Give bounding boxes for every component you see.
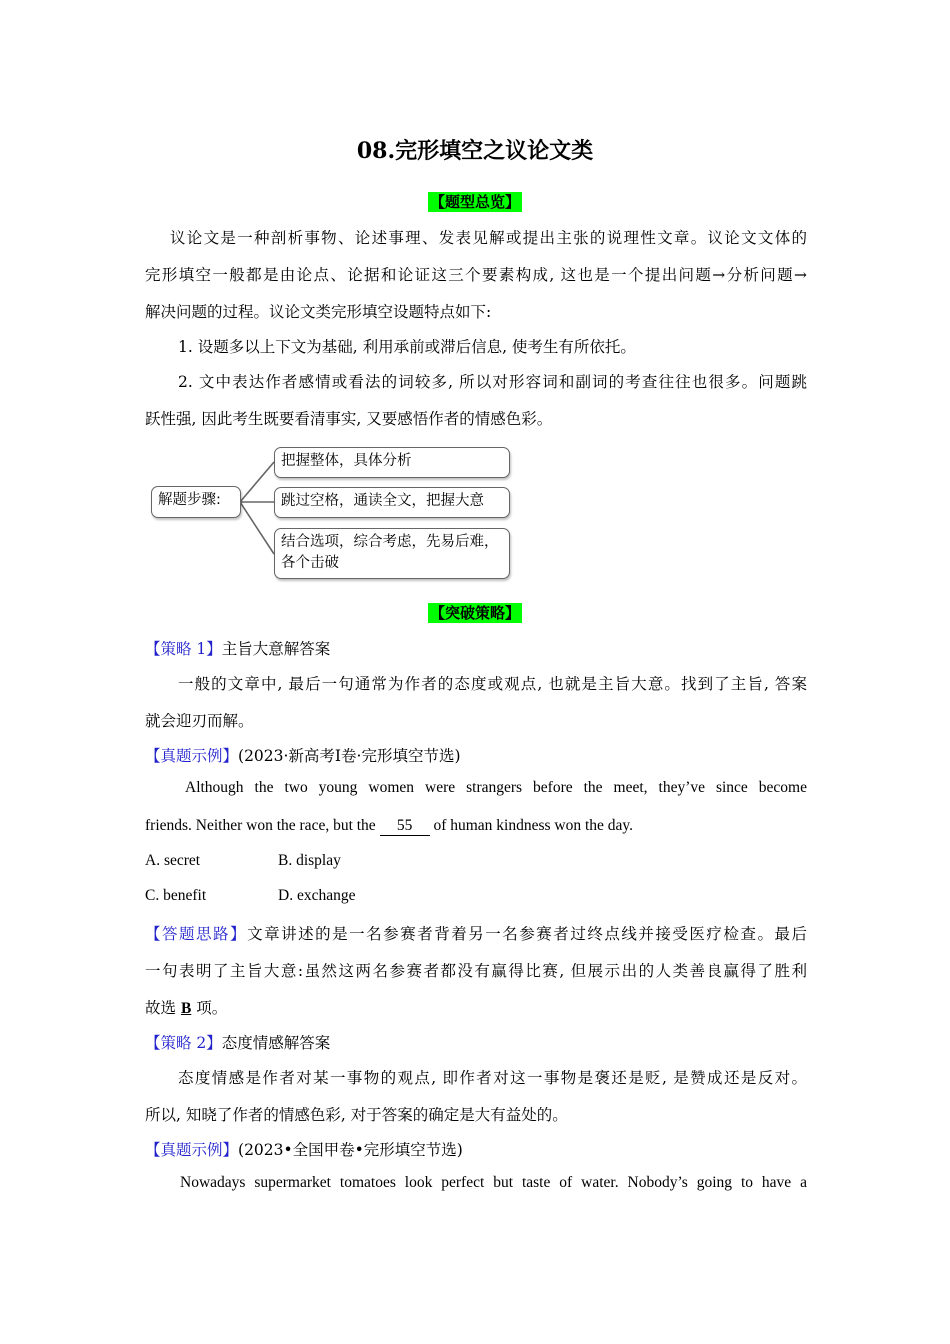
option-c: C. benefit [145, 887, 207, 904]
diagram-step-2: 跳过空格，通读全文，把握大意 [274, 487, 510, 518]
example-2-line-1: Nowadays supermarket tomatoes look perfect but taste of water. Nobody’s going to have a [180, 1174, 807, 1191]
answer-1-line-1: 【答题思路】文章讲述的是一名参赛者背着另一名参赛者过终点线并接受医疗检查。最后 [145, 925, 807, 943]
strategy-1-line-2: 就会迎刃而解。 [145, 712, 254, 730]
option-a: A. secret [145, 852, 201, 869]
intro-line-3: 解决问题的过程。议论文类完形填空设题特点如下: [145, 303, 492, 321]
intro-point-2b: 跃性强, 因此考生既要看清事实, 又要感悟作者的情感色彩。 [145, 410, 553, 428]
blank-55: 55 [380, 817, 430, 836]
strategy-2-line-2: 所以, 知晓了作者的情感色彩, 对于答案的确定是大有益处的。 [145, 1106, 568, 1124]
example-1-line-1: Although the two young women were strangers before the meet, they’ve since become [185, 779, 807, 796]
answer-1-line-2: 一句表明了主旨大意:虽然这两名参赛者都没有赢得比赛, 但展示出的人类善良赢得了胜利 [145, 962, 807, 980]
intro-point-2a: 2. 文中表达作者感情或看法的词较多, 所以对形容词和副词的考查往往也很多。问题跳 [178, 373, 807, 391]
answer-letter: B [180, 1000, 192, 1017]
example-1-line-2: friends. Neither won the race, but the 55 of human kindness won the day. [145, 817, 634, 834]
strategy-1-tag: 【策略 1】 [145, 640, 222, 658]
option-d: D. exchange [278, 887, 356, 904]
example-2-tag: 【真题示例】 [145, 1141, 239, 1159]
strategy-2-heading: 【策略 2】态度情感解答案 [145, 1034, 331, 1052]
intro-point-1: 1. 设题多以上下文为基础, 利用承前或滞后信息, 使考生有所依托。 [178, 338, 636, 356]
diagram-step-1: 把握整体，具体分析 [274, 447, 510, 478]
intro-line-1: 议论文是一种剖析事物、论述事理、发表见解或提出主张的说理性文章。议论文文体的 [170, 229, 807, 247]
strategy-2-tag: 【策略 2】 [145, 1034, 222, 1052]
answer-1-tag: 【答题思路】 [145, 925, 248, 943]
intro-line-2: 完形填空一般都是由论点、论据和论证这三个要素构成, 这也是一个提出问题→分析问题→ [145, 266, 807, 284]
option-b: B. display [278, 852, 341, 869]
diagram-root-box: 解题步骤: [151, 486, 241, 518]
diagram-step-3: 结合选项，综合考虑，先易后难， 各个击破 [274, 528, 510, 579]
strategy-2-line-1: 态度情感是作者对某一事物的观点, 即作者对这一事物是褒还是贬, 是赞成还是反对。 [178, 1069, 807, 1087]
page-title: 08.完形填空之议论文类 [356, 138, 594, 164]
example-1-tag: 【真题示例】 [145, 747, 239, 765]
example-1-heading: 【真题示例】(2023·新高考Ⅰ卷·完形填空节选) [145, 747, 461, 765]
strategy-1-heading: 【策略 1】主旨大意解答案 [145, 640, 331, 658]
section-tag-strategy: 【突破策略】 [429, 604, 520, 622]
strategy-1-line-1: 一般的文章中, 最后一句通常为作者的态度或观点, 也就是主旨大意。找到了主旨, 答案 [178, 675, 807, 693]
answer-1-line-3: 故选 B 项。 [145, 999, 228, 1017]
solution-steps-diagram [148, 444, 513, 584]
example-2-heading: 【真题示例】(2023•全国甲卷•完形填空节选) [145, 1141, 463, 1159]
section-tag-overview: 【题型总览】 [429, 193, 520, 211]
